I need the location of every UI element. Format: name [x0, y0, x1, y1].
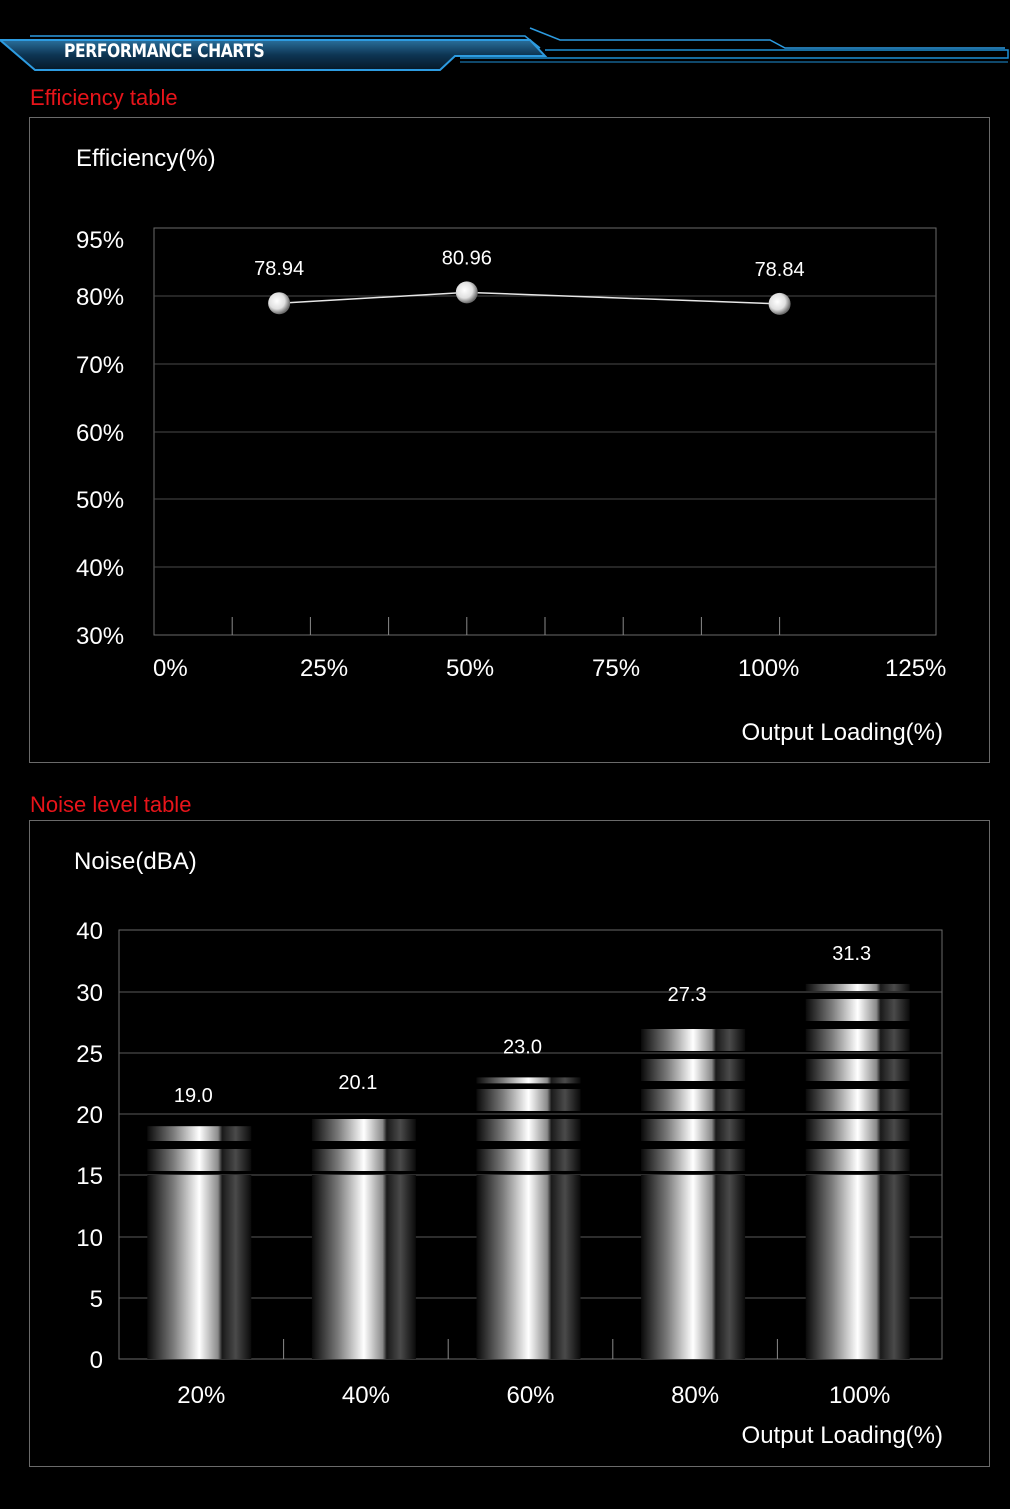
data-label: 23.0	[503, 1036, 542, 1059]
noise-bar	[806, 1175, 910, 1359]
noise-bar-segment	[477, 1089, 581, 1111]
y-tick-label: 30	[76, 980, 103, 1007]
noise-bar-segment	[477, 1149, 581, 1171]
noise-bar-segment	[641, 1029, 745, 1051]
noise-bar-segment	[806, 1149, 910, 1171]
y-tick-label: 0	[89, 1347, 103, 1374]
x-tick-label: 20%	[177, 1382, 226, 1409]
x-axis-label: Output Loading(%)	[741, 719, 943, 746]
page-title: PERFORMANCE CHARTS	[64, 40, 265, 62]
noise-chart	[30, 821, 991, 1468]
efficiency-data-point	[769, 293, 791, 315]
y-tick-label: 60%	[76, 420, 125, 447]
y-tick-label: 50%	[76, 487, 125, 514]
efficiency-series-line	[279, 292, 779, 304]
y-tick-label: 15	[76, 1163, 103, 1190]
noise-bar-segment	[312, 1119, 416, 1141]
noise-bar-cap	[147, 1126, 251, 1141]
noise-bar-segment	[641, 1089, 745, 1111]
x-tick-label: 100%	[829, 1382, 891, 1409]
noise-bar-segment	[806, 1059, 910, 1081]
data-label: 80.96	[441, 247, 492, 270]
section-header	[0, 0, 1010, 80]
x-tick-label: 50%	[446, 655, 495, 682]
y-tick-label: 95%	[76, 227, 125, 254]
data-label: 78.94	[254, 258, 305, 281]
noise-bar-segment	[806, 1119, 910, 1141]
x-tick-label: 125%	[885, 655, 947, 682]
noise-bar-segment	[312, 1149, 416, 1171]
noise-bar-segment	[477, 1119, 581, 1141]
noise-bar-segment	[641, 1119, 745, 1141]
noise-chart-title: Noise(dBA)	[74, 848, 197, 875]
efficiency-chart-title: Efficiency(%)	[76, 145, 216, 172]
data-label: 20.1	[338, 1071, 378, 1094]
data-label: 31.3	[832, 942, 872, 965]
efficiency-data-point	[268, 292, 290, 314]
x-tick-label: 0%	[153, 655, 188, 682]
x-tick-label: 80%	[671, 1382, 720, 1409]
efficiency-chart-panel	[29, 117, 990, 763]
noise-bar-segment	[641, 1149, 745, 1171]
noise-bar-segment	[806, 1089, 910, 1111]
y-tick-label: 25	[76, 1041, 103, 1068]
y-tick-label: 80%	[76, 284, 125, 311]
efficiency-section-label: Efficiency table	[30, 85, 178, 110]
x-tick-label: 75%	[592, 655, 641, 682]
y-tick-label: 5	[89, 1286, 103, 1313]
noise-bar	[312, 1175, 416, 1359]
noise-bar-cap	[477, 1077, 581, 1083]
x-tick-label: 60%	[506, 1382, 555, 1409]
efficiency-chart	[30, 118, 991, 764]
y-tick-label: 10	[76, 1225, 103, 1252]
x-tick-label: 100%	[738, 655, 800, 682]
y-tick-label: 40%	[76, 555, 125, 582]
noise-bar	[641, 1175, 745, 1359]
noise-chart-panel	[29, 820, 990, 1467]
noise-bar-segment	[641, 1059, 745, 1081]
noise-bar	[147, 1175, 251, 1359]
x-axis-label: Output Loading(%)	[741, 1422, 943, 1449]
x-tick-label: 40%	[341, 1382, 390, 1409]
noise-bar-segment	[806, 1029, 910, 1051]
noise-bar	[477, 1175, 581, 1359]
efficiency-data-point	[456, 281, 478, 303]
noise-bar-segment	[806, 999, 910, 1021]
data-label: 78.84	[754, 258, 805, 281]
noise-section-label: Noise level table	[30, 792, 192, 817]
data-label: 19.0	[173, 1085, 213, 1108]
noise-bar-segment	[147, 1149, 251, 1171]
data-label: 27.3	[667, 983, 707, 1006]
x-tick-label: 25%	[300, 655, 349, 682]
y-tick-label: 40	[76, 918, 103, 945]
y-tick-label: 20	[76, 1102, 103, 1129]
y-tick-label: 30%	[76, 623, 125, 650]
y-tick-label: 70%	[76, 352, 125, 379]
noise-bar-cap	[806, 984, 910, 991]
